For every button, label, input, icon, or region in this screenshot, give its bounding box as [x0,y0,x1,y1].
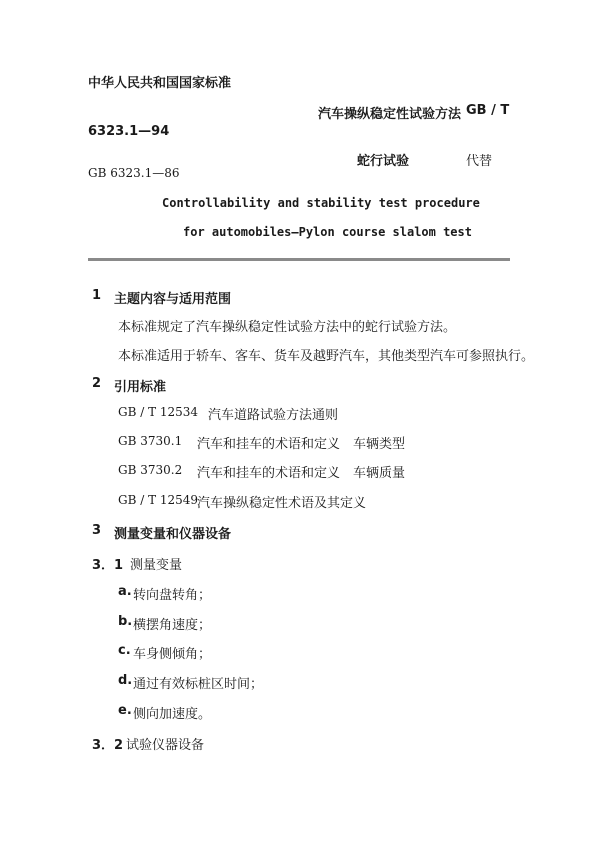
list-item-letter: d. [118,673,133,688]
reference-code: GB / T 12549 [118,493,199,507]
list-item-text: 通过有效标桩区时间； [133,677,264,692]
list-item-text: 转向盘转角； [133,588,212,603]
list-item-text: 侧向加速度。 [133,707,212,722]
list-item-letter: b. [118,614,133,629]
reference-title: 汽车和挂车的术语和定义 车辆质量 [197,466,406,481]
reference-code: GB 3730.1 [118,434,183,448]
document-subtitle-cn: 蛇行试验 [357,154,410,169]
section-1-number: 1 [92,288,102,303]
section-1-paragraph: 本标准规定了汽车操纵稳定性试验方法中的蛇行试验方法。 [118,320,457,335]
section-1-heading: 主题内容与适用范围 [114,292,232,307]
reference-code: GB / T 12534 [118,405,199,419]
replaces-number: GB 6323.1—86 [88,166,180,180]
english-title-line1: Controllability and stability test procedure [162,196,480,210]
national-standard-label: 中华人民共和国国家标准 [88,76,232,91]
section-2-number: 2 [92,376,102,391]
header-divider [88,258,510,261]
subsection-3-1-heading: 测量变量 [130,558,183,573]
list-item-text: 车身侧倾角； [133,647,212,662]
reference-title: 汽车和挂车的术语和定义 车辆类型 [197,437,406,452]
section-2-heading: 引用标准 [114,380,167,395]
section-3-number: 3 [92,523,102,538]
section-3-heading: 测量变量和仪器设备 [114,527,232,542]
reference-code: GB 3730.2 [118,463,183,477]
reference-title: 汽车道路试验方法通则 [208,408,339,423]
section-1-paragraph: 本标准适用于轿车、客车、货车及越野汽车，其他类型汽车可参照执行。 [118,349,535,364]
english-title-line2: for automobiles—Pylon course slalom test [183,225,472,239]
subsection-3-1-number: 3．1 [92,558,124,573]
standard-prefix: GB / T [466,103,510,118]
document-title-cn: 汽车操纵稳定性试验方法 [318,107,462,122]
list-item-text: 横摆角速度； [133,618,212,633]
list-item-letter: a. [118,584,132,599]
standard-number: 6323.1—94 [88,124,170,139]
list-item-letter: c. [118,643,131,658]
reference-title: 汽车操纵稳定性术语及其定义 [197,496,367,511]
subsection-3-2-heading: 试验仪器设备 [126,738,205,753]
replaces-label: 代替 [466,154,493,169]
subsection-3-2-number: 3．2 [92,738,124,753]
list-item-letter: e. [118,703,132,718]
